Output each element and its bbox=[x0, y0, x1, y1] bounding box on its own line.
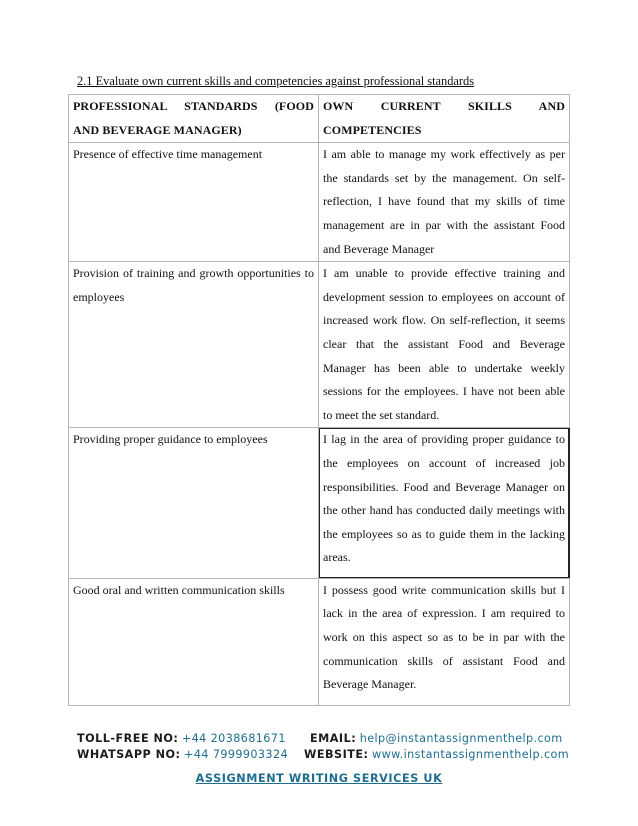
section-heading: 2.1 Evaluate own current skills and competencies against professional standards bbox=[77, 74, 475, 88]
table-row bbox=[69, 578, 570, 705]
standard-cell: Provision of training and growth opportunities to employees bbox=[69, 262, 319, 428]
email-label: EMAIL: bbox=[310, 732, 357, 745]
whatsapp-label: WHATSAPP NO: bbox=[77, 748, 181, 761]
competency-cell: I possess good write communication skills but I lack in the area of expression. I am required to work on this aspect so as to be in par with the communication skills of assistant Food and Beverage Manager. bbox=[319, 578, 570, 705]
email-link[interactable]: help@instantassignmenthelp.com bbox=[359, 732, 563, 745]
footer-email bbox=[310, 732, 563, 745]
standard-cell: Presence of effective time management bbox=[69, 143, 319, 262]
footer-whatsapp bbox=[77, 748, 288, 761]
standards-table bbox=[68, 94, 570, 706]
competency-cell: I am able to manage my work effectively as per the standards set by the management. On self-reflection, I have found that my skills of time management are in par with the assistant Food and Beverage Manager bbox=[319, 143, 570, 262]
header-own-skills: OWN CURRENT SKILLS AND COMPETENCIES bbox=[319, 95, 570, 143]
tollfree-link[interactable]: +44 2038681671 bbox=[181, 732, 286, 745]
competency-cell: I lag in the area of providing proper guidance to the employees on account of increased job responsibilities. Food and Beverage Manager on the other hand has conducted daily meetings with the employees so as to guide them in the lacking areas. bbox=[319, 428, 570, 579]
whatsapp-link[interactable]: +44 7999903324 bbox=[184, 748, 288, 761]
table-row bbox=[69, 143, 570, 262]
website-link[interactable]: www.instantassignmenthelp.com bbox=[372, 748, 570, 761]
standard-cell: Good oral and written communication skills bbox=[69, 578, 319, 705]
competency-cell: I am unable to provide effective training and development session to employees on account of increased work flow. On self-reflection, it seems clear that the assistant Food and Beverage Manager has been able to undertake weekly sessions for the employees. I have not been able to meet the set standard. bbox=[319, 262, 570, 428]
standard-cell: Providing proper guidance to employees bbox=[69, 428, 319, 579]
table-row bbox=[69, 428, 570, 579]
footer-website bbox=[304, 748, 569, 761]
footer-tollfree bbox=[77, 732, 286, 745]
service-link[interactable]: ASSIGNMENT WRITING SERVICES UK bbox=[195, 772, 443, 785]
tollfree-label: TOLL-FREE NO: bbox=[77, 732, 179, 745]
table-row bbox=[69, 262, 570, 428]
table-header-row bbox=[69, 95, 570, 143]
header-professional-standards: PROFESSIONAL STANDARDS (FOOD AND BEVERAGE MANAGER) bbox=[69, 95, 319, 143]
website-label: WEBSITE: bbox=[304, 748, 369, 761]
